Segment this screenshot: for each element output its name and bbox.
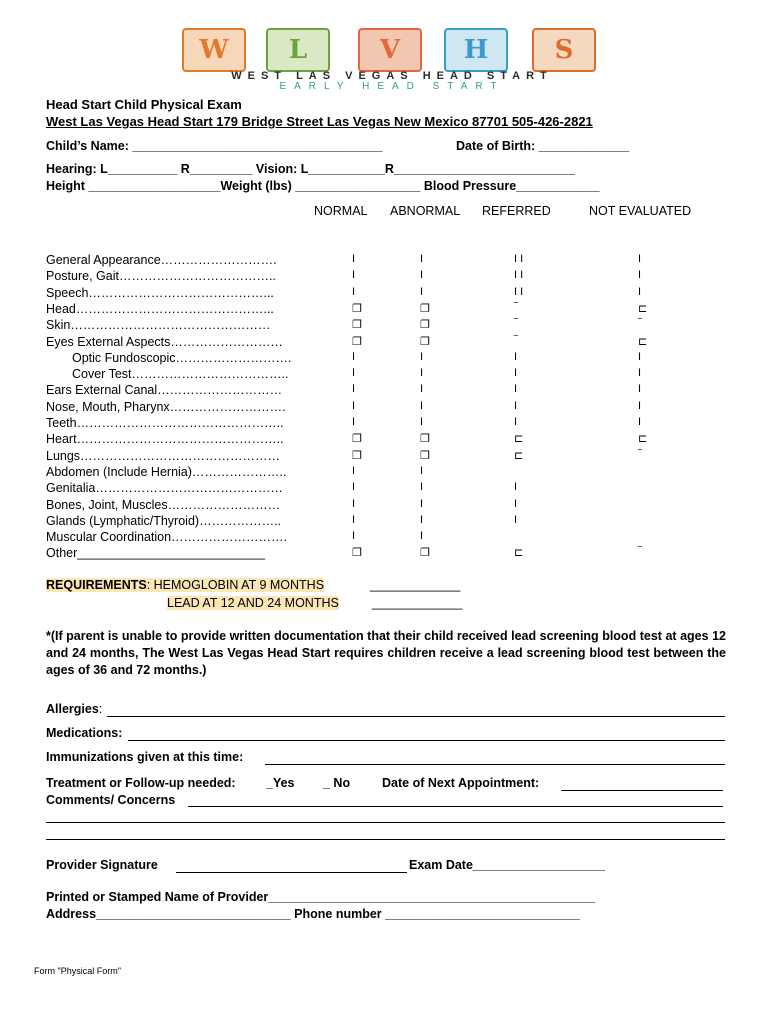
provider-signature-line[interactable] [176,872,407,873]
exam-checkbox-not-evaluated[interactable]: ‾ [638,318,642,331]
exam-row-label: Other___________________________ [46,546,265,561]
hemoglobin-text: : HEMOGLOBIN AT 9 MONTHS [146,578,325,592]
exam-checkbox-normal[interactable]: I [352,513,356,526]
comments-line-1[interactable] [188,806,723,807]
exam-row-label: Cover Test……………………………….. [72,367,289,382]
allergies-label: Allergies: [46,702,103,716]
exam-checkbox-normal[interactable]: ❐ [352,319,362,332]
immunizations-line[interactable] [265,764,725,765]
exam-row-label: General Appearance………………………. [46,253,277,267]
comments-label: Comments/ Concerns [46,793,176,807]
logo [182,28,602,90]
exam-row-label: Skin………………………………………… [46,318,271,333]
exam-checkbox-not-evaluated[interactable]: I [638,285,642,298]
exam-row-label: Optic Fundoscopic………………………. [72,350,292,365]
lead-screening-note: *(If parent is unable to provide written documentation that their child received lead screening blood test at ages 12 and 24 months, The West Las Vegas Head Start requires children receive a lead screening blood test between the ages of 36 and 72 months.) [46,629,726,677]
exam-checkbox-normal[interactable]: I [352,530,356,543]
exam-row-label: Abdomen (Include Hernia)………………….. [46,464,287,479]
exam-checkbox-normal[interactable]: I [352,253,356,265]
form-footer: Form "Physical Form" [34,966,121,976]
exam-checkbox-abnormal[interactable]: ❐ [420,302,430,315]
requirements-hemoglobin [46,578,324,592]
exam-checkbox-normal[interactable]: I [352,383,356,396]
exam-checkbox-abnormal[interactable]: I [420,383,424,396]
form-title: Head Start Child Physical Exam [46,97,242,112]
provider-signature-label: Provider Signature [46,858,158,872]
exam-checkbox-abnormal[interactable]: ❐ [420,433,430,446]
exam-checkbox-referred[interactable]: I [514,513,518,526]
exam-row-label: Teeth………………………………………….. [46,416,284,430]
exam-checkbox-abnormal[interactable]: I [420,464,424,477]
dob-field[interactable]: Date of Birth: _____________ [456,139,630,153]
exam-checkbox-not-evaluated[interactable]: ⊏ [638,433,648,446]
exam-row-label: Posture, Gait……………………………….. [46,269,276,284]
logo-block-s: S [532,28,596,72]
exam-checkbox-referred[interactable]: ⊏ [514,449,524,462]
exam-row-label: Heart………………………………………….. [46,432,284,447]
exam-checkbox-abnormal[interactable]: I [420,530,424,543]
exam-checkbox-abnormal[interactable]: I [420,350,424,363]
next-appointment-label: Date of Next Appointment: [382,776,540,790]
exam-checkbox-not-evaluated[interactable]: I [638,416,642,428]
exam-row-label: Ears External Canal………………………… [46,383,283,398]
col-abnormal: ABNORMAL [390,204,461,218]
logo-block-l: L [266,28,330,72]
exam-row-label: Bones, Joint, Muscles……………………… [46,497,281,512]
exam-checkbox-normal[interactable]: I [352,497,356,510]
address-phone-field[interactable]: Address____________________________ Phone number ____________________________ [46,907,580,921]
exam-checkbox-normal[interactable]: I [352,367,356,380]
height-weight-bp-field[interactable]: Height ___________________Weight (lbs) __________________ Blood Pressure____________ [46,179,600,193]
requirements-label: REQUIREMENTS [46,578,147,592]
exam-checkbox-referred[interactable]: ⊏ [514,547,524,560]
exam-row-label: Nose, Mouth, Pharynx………………………. [46,399,286,414]
exam-checkbox-not-evaluated[interactable]: I [638,253,642,265]
col-normal: NORMAL [314,204,368,218]
exam-checkbox-referred[interactable]: ‾ [514,301,518,314]
printed-name-field[interactable]: Printed or Stamped Name of Provider_______________________________________________ [46,890,596,904]
exam-checkbox-abnormal[interactable]: ❐ [420,319,430,332]
exam-checkbox-abnormal[interactable]: I [420,269,424,282]
exam-row-label: Lungs………………………………………… [46,448,281,463]
exam-checkbox-normal[interactable]: ❐ [352,433,362,446]
exam-checkbox-abnormal[interactable]: I [420,253,424,265]
logo-block-w: W [182,28,246,72]
exam-checkbox-abnormal[interactable]: ❐ [420,547,430,560]
exam-checkbox-abnormal[interactable]: I [420,416,424,428]
exam-checkbox-referred[interactable]: I I [514,253,524,265]
treatment-no-option[interactable]: _ No [323,776,351,790]
exam-checkbox-abnormal[interactable]: ❐ [420,335,430,348]
exam-checkbox-abnormal[interactable]: ❐ [420,449,430,462]
logo-block-h: H [444,28,508,72]
exam-row-label: Genitalia……………………………………… [46,481,283,496]
lead-blank[interactable]: _____________ [372,596,463,610]
exam-row-label: Eyes External Aspects……………………… [46,334,283,349]
exam-checkbox-referred[interactable]: I [514,481,518,494]
exam-checkbox-referred[interactable]: I [514,497,518,510]
exam-checkbox-referred[interactable]: I I [514,269,524,282]
comments-line-2[interactable] [46,822,725,823]
hearing-vision-field[interactable]: Hearing: L__________ R_________ Vision: L___________R__________________________ [46,162,575,176]
child-name-field[interactable]: Child’s Name: ____________________________________ [46,139,383,153]
exam-checkbox-abnormal[interactable]: I [420,367,424,380]
hemoglobin-blank[interactable]: _____________ [370,578,461,592]
exam-checkbox-abnormal[interactable]: I [420,285,424,298]
next-appointment-line[interactable] [561,790,723,791]
exam-checkbox-not-evaluated[interactable]: I [638,367,642,380]
allergies-line[interactable] [107,716,725,717]
exam-row-label: Head………………………………………... [46,301,274,316]
exam-checkbox-not-evaluated[interactable]: ⊏ [638,335,648,348]
exam-checkbox-referred[interactable]: ⊏ [514,433,524,446]
comments-line-3[interactable] [46,839,725,840]
exam-checkbox-not-evaluated[interactable]: I [638,269,642,282]
exam-checkbox-normal[interactable]: I [352,399,356,412]
medications-line[interactable] [128,740,725,741]
exam-checkbox-referred[interactable]: ‾ [514,334,518,347]
exam-checkbox-referred[interactable]: ‾ [514,318,518,331]
exam-checkbox-normal[interactable]: ❐ [352,449,362,462]
exam-checkbox-referred[interactable]: I [514,416,518,428]
exam-checkbox-not-evaluated[interactable]: ⊏ [638,302,648,315]
exam-checkbox-abnormal[interactable]: I [420,497,424,510]
medications-label: Medications: [46,726,123,740]
exam-checkbox-not-evaluated[interactable]: I [638,383,642,396]
exam-checkbox-referred[interactable]: I [514,383,518,396]
exam-checkbox-normal[interactable]: I [352,350,356,363]
exam-checkbox-abnormal[interactable]: I [420,513,424,526]
exam-checkbox-normal[interactable]: I [352,285,356,298]
immunizations-label: Immunizations given at this time: [46,750,244,764]
exam-checkbox-referred[interactable]: I [514,399,518,412]
treatment-label: Treatment or Follow-up needed: [46,776,236,790]
exam-row-label: Speech……………………………………... [46,285,274,300]
exam-row-label: Glands (Lymphatic/Thyroid)……………….. [46,513,282,528]
exam-checkbox-normal[interactable]: ❐ [352,302,362,315]
exam-checkbox-abnormal[interactable]: I [420,399,424,412]
exam-checkbox-abnormal[interactable]: I [420,481,424,494]
col-not-evaluated: NOT EVALUATED [589,204,692,218]
exam-checkbox-normal[interactable]: I [352,464,356,477]
exam-checkbox-not-evaluated[interactable]: I [638,350,642,363]
exam-checkbox-normal[interactable]: I [352,481,356,494]
treatment-yes-option[interactable]: _Yes [266,776,295,790]
exam-checkbox-not-evaluated[interactable]: I [638,399,642,412]
exam-date-field[interactable]: Exam Date___________________ [409,858,606,872]
exam-checkbox-referred[interactable]: I I [514,285,524,298]
col-referred: REFERRED [482,204,551,218]
address-line: West Las Vegas Head Start 179 Bridge Street Las Vegas New Mexico 87701 505-426-2821 [46,114,593,129]
logo-block-v: V [358,28,422,72]
exam-checkbox-referred[interactable]: I [514,350,518,363]
logo-text-early-head-start: EARLY HEAD START [279,81,505,92]
exam-checkbox-normal[interactable]: ❐ [352,547,362,560]
logo-text-west-las-vegas: WEST LAS VEGAS HEAD START [231,70,553,82]
exam-checkbox-normal[interactable]: I [352,416,356,428]
exam-checkbox-referred[interactable]: I [514,367,518,380]
exam-checkbox-not-evaluated[interactable]: ‾ [638,448,642,461]
exam-checkbox-not-evaluated[interactable]: ‾ [638,546,642,559]
exam-row-label: Muscular Coordination………………………. [46,530,288,545]
exam-checkbox-normal[interactable]: ❐ [352,335,362,348]
exam-checkbox-normal[interactable]: I [352,269,356,282]
lead-text: LEAD AT 12 AND 24 MONTHS [167,596,339,610]
